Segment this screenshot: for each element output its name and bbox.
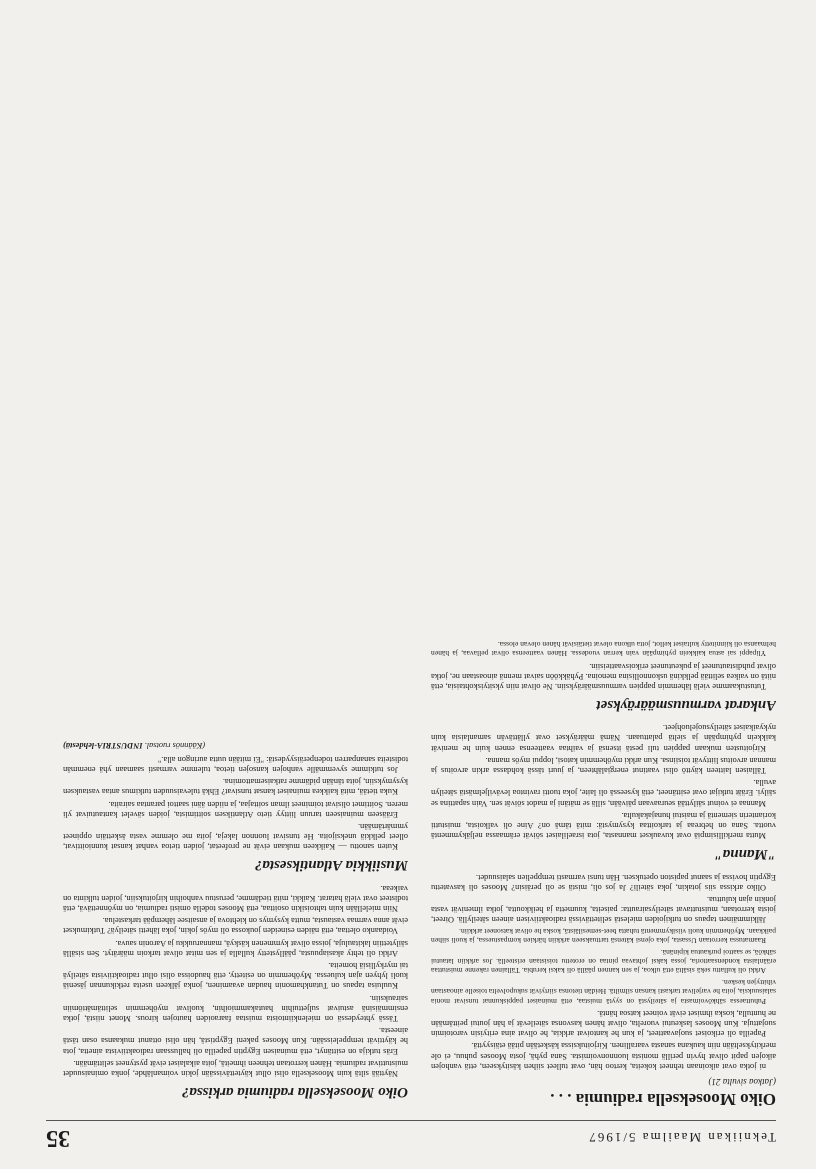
paragraph: Mutta merkillisimpiä ovat kuvaukset mannasta, jota israelilaiset söivät erämaassa neljäkymmentä vuotta. Sana on hebreaa ja tarkoittaa kysymystä: mitä tämä on? Aine oli valkoista, muistutti korianterin siementä ja maistui hunajakakulta.: [431, 810, 776, 841]
page-header: [46, 1120, 776, 1151]
paragraph: Näyttää siltä kuin Mooseksella olisi ollut käytettävissään jokin voimanlähde, jonka ominaisuudet muistuttivat radiumia. Hänen kerrotaan tehneen ihmeitä, joita aikalaiset eivät pystyneet selittämään.: [63, 1058, 408, 1078]
paragraph: Oliko arkissa siis jotakin, joka säteili? Ja jos oli, mistä se oli peräisin? Mooses oli kasvatettu Egyptin hovissa ja saanut papiston opetuksen. Hän tunsi varmasti temppelien salaisuudet.: [431, 872, 776, 892]
paragraph: Kirjoitusten mukaan pappien tuli pestä itsensä ja vaihtaa vaatteensa ennen kuin he menivät kaikkein pyhimpään ja sieltä palattuaan. Nämä määräykset ovat yllättävän samanlaisia kuin nykyaikaiset säteilysuojeluohjeet.: [431, 723, 776, 753]
paragraph: Puhuttaessa sähkövoimasta ja säteilystä on syytä muistaa, että muinaiset pappiskunnat tunsivat monia salaisuuksia, joita he varjelivat tarkasti kansan silmiltä. Heidän tietonsa siirtyivät sukupolvelta toiselle ainoastaan vihittyjen kesken.: [431, 977, 776, 1006]
section-heading-manna: "Manna": [714, 846, 776, 863]
paragraph: Kuka tietää, mitä kaikkea muinaiset kansat tunsivat? Ehkä tulevaisuuden tutkimus antaa vastauksen kysymyksiin, joita tänään pidämme ratkaisemattomina.: [63, 777, 408, 797]
section-heading-ankarat: Ankarat varmuusmääräykset: [596, 697, 776, 714]
page-number: 35: [46, 1125, 70, 1151]
paragraph: Kuuluisa tapaus on Tutankhamonin haudan avaaminen, jonka jälkeen useita retkikunnan jäseniä kuoli lyhyen ajan kuluessa. Myöhemmin on esitetty, että haudoissa olisi ollut radioaktiivista säteilyä tai myrkyllisiä homeita.: [63, 960, 408, 991]
paragraph: Papeilla oli erikoiset suojavaatteet, ja kun he kantoivat arkkia, he olivat aina erityisin varotoimin suojattuja. Kun Mooses laskeutui vuorelta, olivat hänen kasvonsa säteilevät ja hän joutui peittämään ne huntulla, koska ihmiset eivät voineet katsoa häntä.: [431, 1008, 776, 1039]
paragraph: Ylipappi sai astua kaikkein pyhimpään vain kerran vuodessa. Hänen vaatteensa olivat pellavaa, ja hänen helmaansa oli kiinnitetty kultaiset kellot, jotta ulkona olevat tietäisivät hänen olevan elossa.: [431, 640, 776, 659]
paragraph: Arkki oli tehty akasiapuusta, päällystetty kullalla ja sen mitat olivat tarkoin määrätyt. Sen sisällä säilytettiin lakitauluja, joissa olivat kymmenen käskyä, mannaruukku ja Aaronin sauva.: [63, 938, 408, 958]
paragraph: Arkki oli kullattu sekä sisältä että ulkoa, ja sen kannen päällä oli kaksi kerubia. Tällainen rakenne muistuttaa eräänlaista kondensaattoria, jossa kaksi johtavaa pintaa on erotettu toisistaan eristeellä. Jos arkkiin latautui sähköä, se saattoi purkautua kipinänä.: [431, 947, 776, 976]
section-heading-oiko: Oiko Mooseksella radiumia arkissa?: [181, 1084, 408, 1100]
section-heading-musiikkia: Musiikkia Atlantiksesta?: [254, 857, 408, 874]
paragraph: Kuten sanottu — Kaikkeen mukaan eivät ne profeetat, joiden tietoa vanhat kansat kunnioittivat, olleet pelkkiä uneksijoita. He tunsivat luonnon lakeja, joita me olemme vasta äskettäin oppineet ymmärtämään.: [63, 821, 408, 852]
paragraph: Mannaa ei voinut säilyttää seuraavaan päivään, sillä se mätäni ja madot söivät sen. Vain sapattina se säilyi. Eräät tutkijat ovat esittäneet, että kyseessä oli laite, joka tuotti ravintoa leväviljelmästä säteilyn avulla.: [431, 778, 776, 808]
article-title: Oiko Mooseksella radiumia . . .: [550, 1090, 776, 1109]
publication-name: Tekniikan Maailma 5/1967: [587, 1130, 776, 1145]
paragraph: ni jotka ovat aikoinaan tehneet kokeita, kertoo hän, ovat tulleet siihen käsitykseen, että vanhojen aikojen papit olivat hyvin perillä monista luonnonvoimista. Sana pyhä, josta Mooses puhuu, ei ole merkitykseltään niin kaukana sanasta vaarallinen. Kirjoituksissa käsketään pitää etäisyyttä.: [431, 1041, 776, 1071]
paragraph: Jos tutkimme syvemmälle vanhojen kansojen tietoa, tulemme varmasti saamaan yhä enemmän todisteita sananparren todenperäisyydestä: "Ei mitään uutta auringon alla.": [63, 754, 408, 774]
right-column: [63, 49, 408, 1109]
source-credit-name: INDUSTRIA-lehdestä): [63, 740, 143, 750]
source-credit: [63, 739, 408, 749]
paragraph: Tällaisen laitteen käyttö olisi vaatinut energialähteen, ja juuri tässä kohdassa arkin arvoitus ja mannan arvoitus liittyvät toisiinsa. Kun arkki myöhemmin katosi, loppui myös manna.: [431, 755, 776, 776]
paragraph: Eräs tutkija on esittänyt, että muinaisen Egyptin papeilla oli hallussaan radioaktiivista ainetta, jota he käyttivät temppeleissään. Kun Mooses pakeni Egyptistä, hän olisi ottanut mukaansa osan tästä aineesta.: [63, 1026, 408, 1056]
paragraph: Niin mielellään kuin tahtoisikin osoittaa, että Mooses todella omisti radiumia, on myönnettävä, että todisteet ovat vielä hatarat. Kaikki, mitä tiedämme, perustuu vanhoihin kirjoituksiin, joiden tulkinta on vaikeaa.: [63, 883, 408, 913]
paragraph: Voidaanko olettaa, että näiden esineiden joukossa oli myös jokin, joka lähetti säteilyä? Tutkimukset eivät anna varmaa vastausta, mutta kysymys on kiehtova ja ansaitsee lähempää tarkastelua.: [63, 916, 408, 936]
left-column: [431, 49, 776, 1109]
continuation-note: (Jatkoa sivulta 21): [708, 1077, 776, 1087]
paragraph: Tässä yhteydessä on mielenkiintoista muistaa faaraoiden hautojen kirous. Monet niistä, jotka ensimmäisinä astuivat suljettuihin hautakammioihin, kuolivat myöhemmin selittämättömiin sairauksiin.: [63, 993, 408, 1023]
source-credit-prefix: (Käännös ruotsal.: [144, 740, 206, 750]
paragraph: Jälkimmäinen tapaus on tutkijoiden mielestä selitettävissä radioaktiivisen aineen säteilyllä. Oireet, joista kerrotaan, muistuttavat säteilysairautta: paiseita, kuumetta ja heikkoutta, jotka ilmenivät vasta jonkin ajan kuluttua.: [431, 894, 776, 925]
paragraph: Tutustukaamme vielä lähemmin pappien varmuusmääräyksiin. Ne olivat niin yksityiskohtaisia, että niitä on vaikea selittää pelkkinä uskonnollisina menoina. Pyhäkköön saivat mennä ainoastaan ne, jotka olivat puhdistautuneet ja pukeutuneet erikoisvaatteisiin.: [431, 661, 776, 692]
paragraph: Raamatussa kerrotaan Ussasta, joka ojensi kätensä tarttuakseen arkkiin härkien kompastuessa, ja kuoli siihen paikkaan. Myöhemmin kuoli viisikymmentä tuhatta beet-semesiläistä, koska he olivat katsoneet arkkiin.: [431, 926, 776, 946]
paragraph: Erääseen muinaiseen taruun liittyy tieto Atlantiksen soittimista, joiden sävelet kantautuivat yli meren. Soittimet olisivat toimineet ilman soittajaa, ja niiden ääni saattoi parantaa sairaita.: [63, 799, 408, 819]
